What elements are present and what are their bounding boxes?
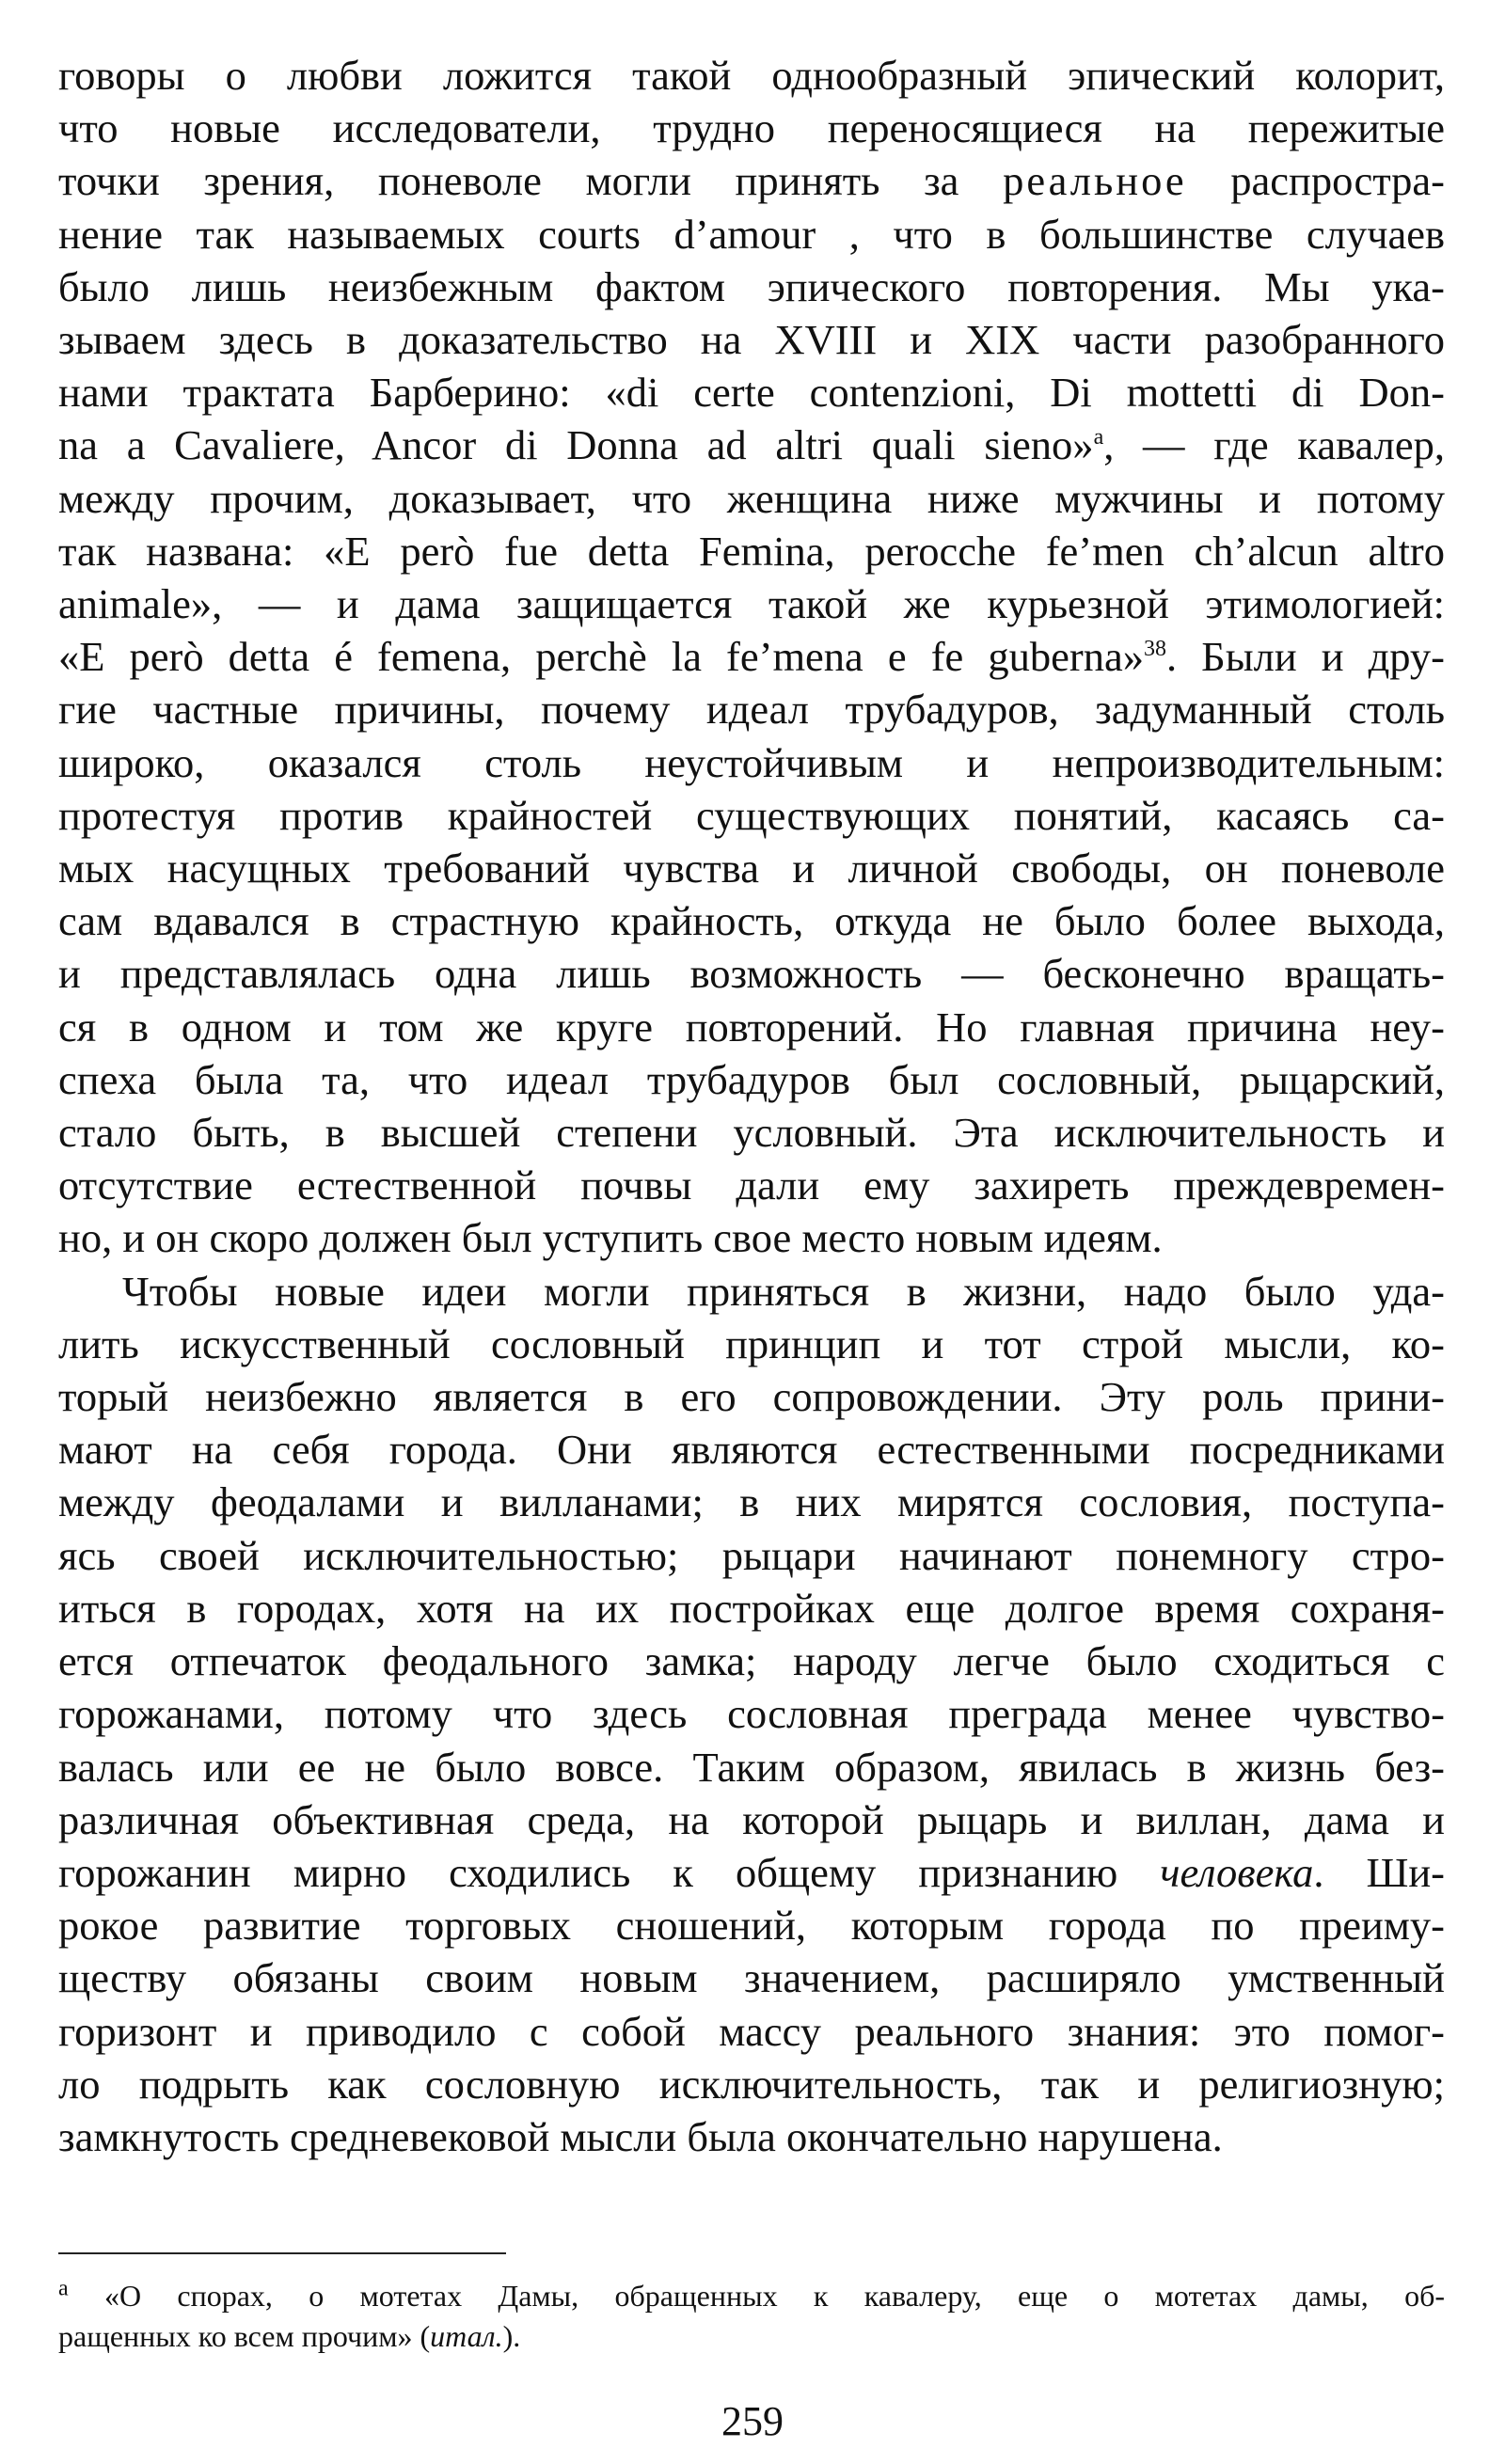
text-line: нами трактата Барберино: «di certe contenzioni, Di mottetti di Don-: [58, 369, 1445, 417]
text-line: [58, 154, 1445, 207]
italic-word: человека: [1160, 1848, 1314, 1896]
paragraph-2: [58, 1265, 1445, 2163]
text-line: спеха была та, что идеал трубадуров был сословный, рыцарский,: [58, 1055, 1445, 1103]
footnote-line: [58, 2316, 1445, 2357]
footnote-text: «О спорах, о мотетах Дамы, обращенных к кавалеру, еще о мотетах дамы, об-: [103, 2279, 1446, 2313]
text-span: распростра-: [1230, 157, 1446, 205]
text-line: между прочим, доказывает, что женщина ниже мужчины и потому: [58, 474, 1445, 522]
page-body: [58, 49, 1445, 2163]
text-line: горожанами, потому что здесь сословная преграда менее чувство-: [58, 1690, 1445, 1738]
footnote-marker[interactable]: a: [1093, 425, 1104, 450]
text-line: валась или ее не было вовсе. Таким образом, явилась в жизнь без-: [58, 1743, 1445, 1791]
text-line: ло подрыть как сословную исключительность, так и религиозную;: [58, 2060, 1445, 2108]
text-line: и представлялась одна лишь возможность — бесконечно вращать-: [58, 950, 1445, 998]
text-span: горожанин мирно сходились к общему признанию: [58, 1848, 1118, 1896]
text-line: говоры о любви ложится такой однообразный эпический колорит,: [58, 52, 1445, 99]
text-line: горизонт и приводило с собой массу реального знания: это помог-: [58, 2007, 1445, 2055]
text-line: лить искусственный сословный принцип и тот строй мысли, ко-: [58, 1319, 1445, 1367]
text-line: зываем здесь в доказательство на XVIII и XIX части разобранного: [58, 316, 1445, 364]
text-line: нение так называемых courts d’amour , что в большинстве случаев: [58, 210, 1445, 258]
text-line: замкнутость средневековой мысли была окончательно нарушена.: [58, 2112, 1223, 2160]
text-line: ществу обязаны своим новым значением, расширяло умственный: [58, 1954, 1445, 2002]
text-line: так названа: «E però fue detta Femina, perocche fe’men ch’alcun altro: [58, 527, 1445, 575]
footnote-text: ).: [502, 2319, 521, 2353]
text-line: рокое развитие торговых сношений, которым города по преиму-: [58, 1902, 1445, 1950]
text-line: гие частные причины, почему идеал трубадуров, задуманный столь: [58, 686, 1445, 734]
text-line: было лишь неизбежным фактом эпического повторения. Мы ука-: [58, 262, 1445, 310]
text-line: между феодалами и вилланами; в них мирятся сословия, поступа-: [58, 1478, 1445, 1526]
text-line: широко, оказался столь неустойчивым и непроизводительным:: [58, 738, 1445, 786]
text-line: [58, 419, 1445, 471]
text-line: различная объективная среда, на которой рыцарь и виллан, дама и: [58, 1795, 1445, 1843]
endnote-marker[interactable]: 38: [1143, 637, 1166, 662]
text-line: мают на себя города. Они являются естественными посредниками: [58, 1426, 1445, 1474]
text-span: . Были и дру-: [1165, 633, 1445, 681]
text-line: протестуя против крайностей существующих понятий, касаясь са-: [58, 791, 1445, 839]
footnote-divider: [58, 2252, 506, 2254]
text-span: «E però detta é femena, perchè la fe’mena e fe guberna»: [58, 633, 1144, 681]
text-line: сам вдавался в страстную крайность, откуда не было более выхода,: [58, 897, 1445, 945]
text-line: ется отпечаток феодального замка; народу легче было сходиться с: [58, 1637, 1445, 1685]
footnote-line: [58, 2276, 1445, 2316]
text-line: что новые исследователи, трудно переносящиеся на пережитые: [58, 104, 1445, 152]
footnote-marker: a: [58, 2276, 69, 2301]
text-line: отсутствие естественной почвы дали ему захиреть преждевремен-: [58, 1161, 1445, 1209]
text-span: na a Cavaliere, Ancor di Donna ad altri quali sieno»: [58, 421, 1094, 469]
emphasized-word: реальное: [1003, 157, 1187, 205]
text-line: Чтобы новые идеи могли приняться в жизни, надо было уда-: [122, 1267, 1445, 1315]
text-line: торый неизбежно является в его сопровождении. Эту роль прини-: [58, 1373, 1445, 1421]
footnote-italic: итал.: [430, 2319, 503, 2353]
text-line: [58, 1846, 1445, 1899]
text-line: [58, 630, 1445, 683]
text-line: ся в одном и том же круге повторений. Но главная причина неу-: [58, 1003, 1445, 1050]
text-span: , — где кавалер,: [1103, 421, 1445, 469]
footnote-text: ращенных ко всем прочим» (: [58, 2319, 431, 2353]
text-line: мых насущных требований чувства и личной свободы, он поневоле: [58, 845, 1445, 892]
paragraph-1: [58, 49, 1445, 1265]
text-line: animale», — и дама защищается такой же курьезной этимологией:: [58, 580, 1445, 628]
page-number: 259: [721, 2398, 784, 2444]
text-span: точки зрения, поневоле могли принять за: [58, 157, 959, 205]
text-line: ясь своей исключительностью; рыцари начинают понемногу стро-: [58, 1531, 1445, 1579]
text-line: иться в городах, хотя на их постройках еще долгое время сохраня-: [58, 1584, 1445, 1632]
text-line: но, и он скоро должен был уступить свое место новым идеям.: [58, 1214, 1163, 1262]
footnote: [58, 2276, 1445, 2357]
text-line: стало быть, в высшей степени условный. Эта исключительность и: [58, 1109, 1445, 1157]
text-span: . Ши-: [1313, 1848, 1446, 1896]
